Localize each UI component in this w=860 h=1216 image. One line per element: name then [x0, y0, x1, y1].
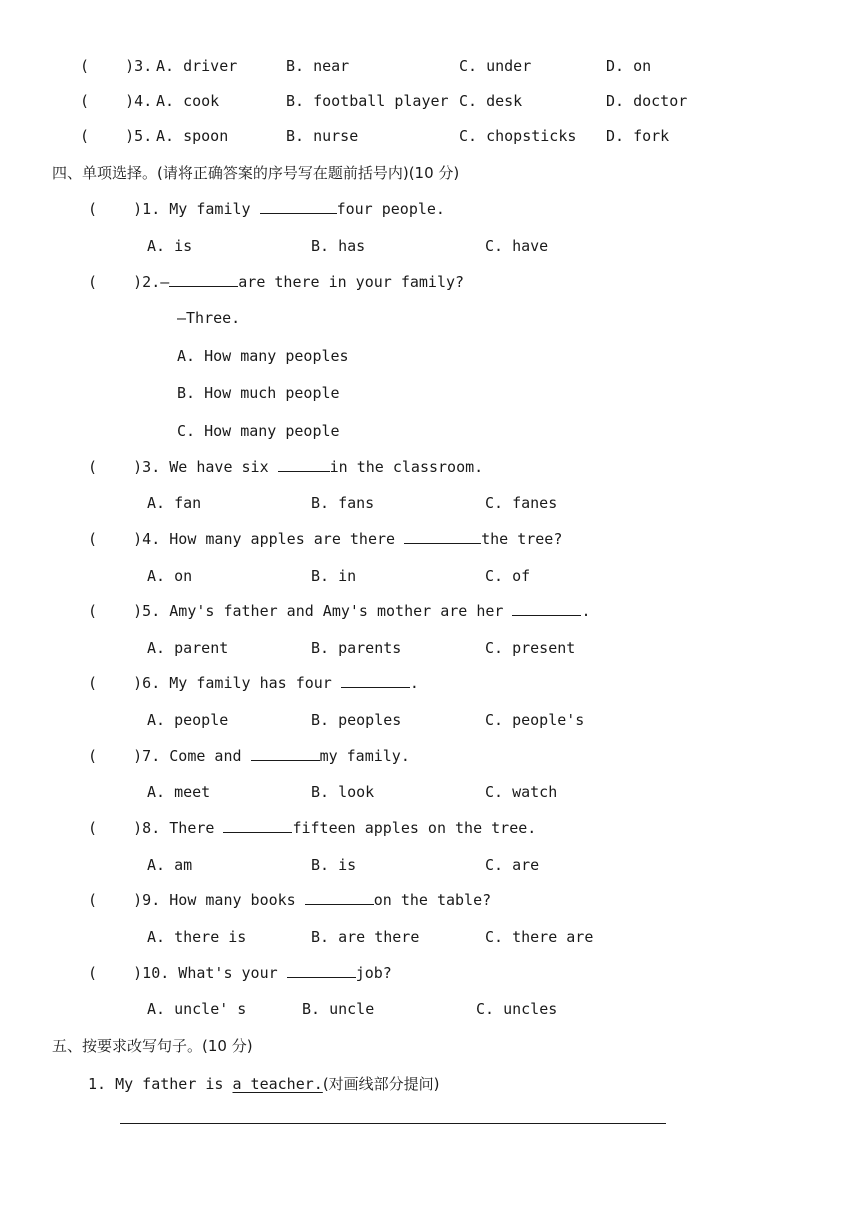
option-d: D. fork: [606, 127, 670, 145]
answer-blank[interactable]: [512, 600, 581, 616]
question-text: job?: [355, 964, 392, 982]
option-b: B. peoples: [311, 711, 402, 729]
question-7: [88, 745, 410, 765]
option-c: C. people's: [485, 711, 585, 729]
option-d: D. on: [606, 57, 652, 75]
option-b: B. in: [311, 567, 357, 585]
question-text: 1. My father is: [88, 1075, 233, 1093]
option-d: D. doctor: [606, 92, 688, 110]
question-text: fifteen apples on the tree.: [292, 819, 537, 837]
dialogue-answer: —Three.: [177, 309, 241, 327]
question-9: [88, 889, 491, 909]
option-c: C. watch: [485, 783, 558, 801]
question-text: ( )8. There: [88, 819, 224, 837]
question-5: [88, 600, 590, 620]
question-4: [88, 528, 562, 548]
question-6: [88, 672, 419, 692]
answer-blank[interactable]: [305, 889, 374, 905]
underlined-phrase: a teacher.: [232, 1075, 323, 1093]
option-a: A. am: [147, 856, 193, 874]
question-text: on the table?: [373, 891, 492, 909]
question-text: ( )2.—: [88, 273, 170, 291]
question-10: [88, 962, 392, 982]
option-b: B. are there: [311, 928, 420, 946]
question-2: [88, 271, 464, 291]
question-number: ( )3.: [80, 57, 153, 75]
option-a: A. parent: [147, 639, 229, 657]
question-text: ( )7. Come and: [88, 747, 251, 765]
option-a: A. is: [147, 237, 193, 255]
option-c: C. there are: [485, 928, 594, 946]
question-text: four people.: [336, 200, 445, 218]
option-b: B. football player: [286, 92, 449, 110]
section-4-title: 四、单项选择。(请将正确答案的序号写在题前括号内)(10 分): [52, 164, 460, 182]
question-text: ( )6. My family has four: [88, 674, 341, 692]
answer-blank[interactable]: [341, 672, 410, 688]
question-text: .: [581, 602, 591, 620]
instruction-note: (对画线部分提问): [322, 1075, 440, 1093]
option-c: C. How many people: [177, 422, 340, 440]
question-text: ( )1. My family: [88, 200, 260, 218]
question-text: ( )4. How many apples are there: [88, 530, 405, 548]
option-a: A. cook: [156, 92, 220, 110]
rewrite-question-1: [88, 1074, 440, 1094]
answer-writing-line[interactable]: [120, 1123, 666, 1124]
option-b: B. How much people: [177, 384, 340, 402]
option-b: B. parents: [311, 639, 402, 657]
question-1: [88, 198, 445, 218]
option-c: C. have: [485, 237, 549, 255]
option-c: C. present: [485, 639, 576, 657]
question-text: ( )10. What's your: [88, 964, 287, 982]
option-a: A. driver: [156, 57, 238, 75]
question-8: [88, 817, 536, 837]
question-text: ( )3. We have six: [88, 458, 278, 476]
option-a: A. meet: [147, 783, 211, 801]
answer-blank[interactable]: [223, 817, 292, 833]
option-a: A. How many peoples: [177, 347, 349, 365]
option-a: A. there is: [147, 928, 247, 946]
option-c: C. are: [485, 856, 540, 874]
question-text: my family.: [319, 747, 410, 765]
option-c: C. chopsticks: [459, 127, 577, 145]
question-text: are there in your family?: [238, 273, 465, 291]
option-c: C. uncles: [476, 1000, 558, 1018]
option-c: C. under: [459, 57, 532, 75]
option-b: B. look: [311, 783, 375, 801]
option-a: A. spoon: [156, 127, 229, 145]
answer-blank[interactable]: [260, 198, 337, 214]
option-b: B. has: [311, 237, 366, 255]
option-a: A. people: [147, 711, 229, 729]
option-c: C. of: [485, 567, 531, 585]
option-b: B. is: [311, 856, 357, 874]
answer-blank[interactable]: [251, 745, 320, 761]
answer-blank[interactable]: [287, 962, 356, 978]
option-b: B. uncle: [302, 1000, 375, 1018]
answer-blank[interactable]: [169, 271, 238, 287]
option-b: B. near: [286, 57, 350, 75]
option-a: A. on: [147, 567, 193, 585]
option-b: B. fans: [311, 494, 375, 512]
question-text: .: [409, 674, 419, 692]
question-text: ( )5. Amy's father and Amy's mother are her: [88, 602, 513, 620]
option-a: A. uncle' s: [147, 1000, 247, 1018]
option-b: B. nurse: [286, 127, 359, 145]
option-a: A. fan: [147, 494, 202, 512]
question-number: ( )4.: [80, 92, 153, 110]
section-5-title: 五、按要求改写句子。(10 分): [52, 1037, 253, 1055]
option-c: C. desk: [459, 92, 523, 110]
answer-blank[interactable]: [404, 528, 481, 544]
answer-blank[interactable]: [278, 456, 330, 472]
question-text: in the classroom.: [329, 458, 484, 476]
question-text: ( )9. How many books: [88, 891, 305, 909]
question-3: [88, 456, 483, 476]
question-text: the tree?: [481, 530, 563, 548]
option-c: C. fanes: [485, 494, 558, 512]
question-number: ( )5.: [80, 127, 153, 145]
